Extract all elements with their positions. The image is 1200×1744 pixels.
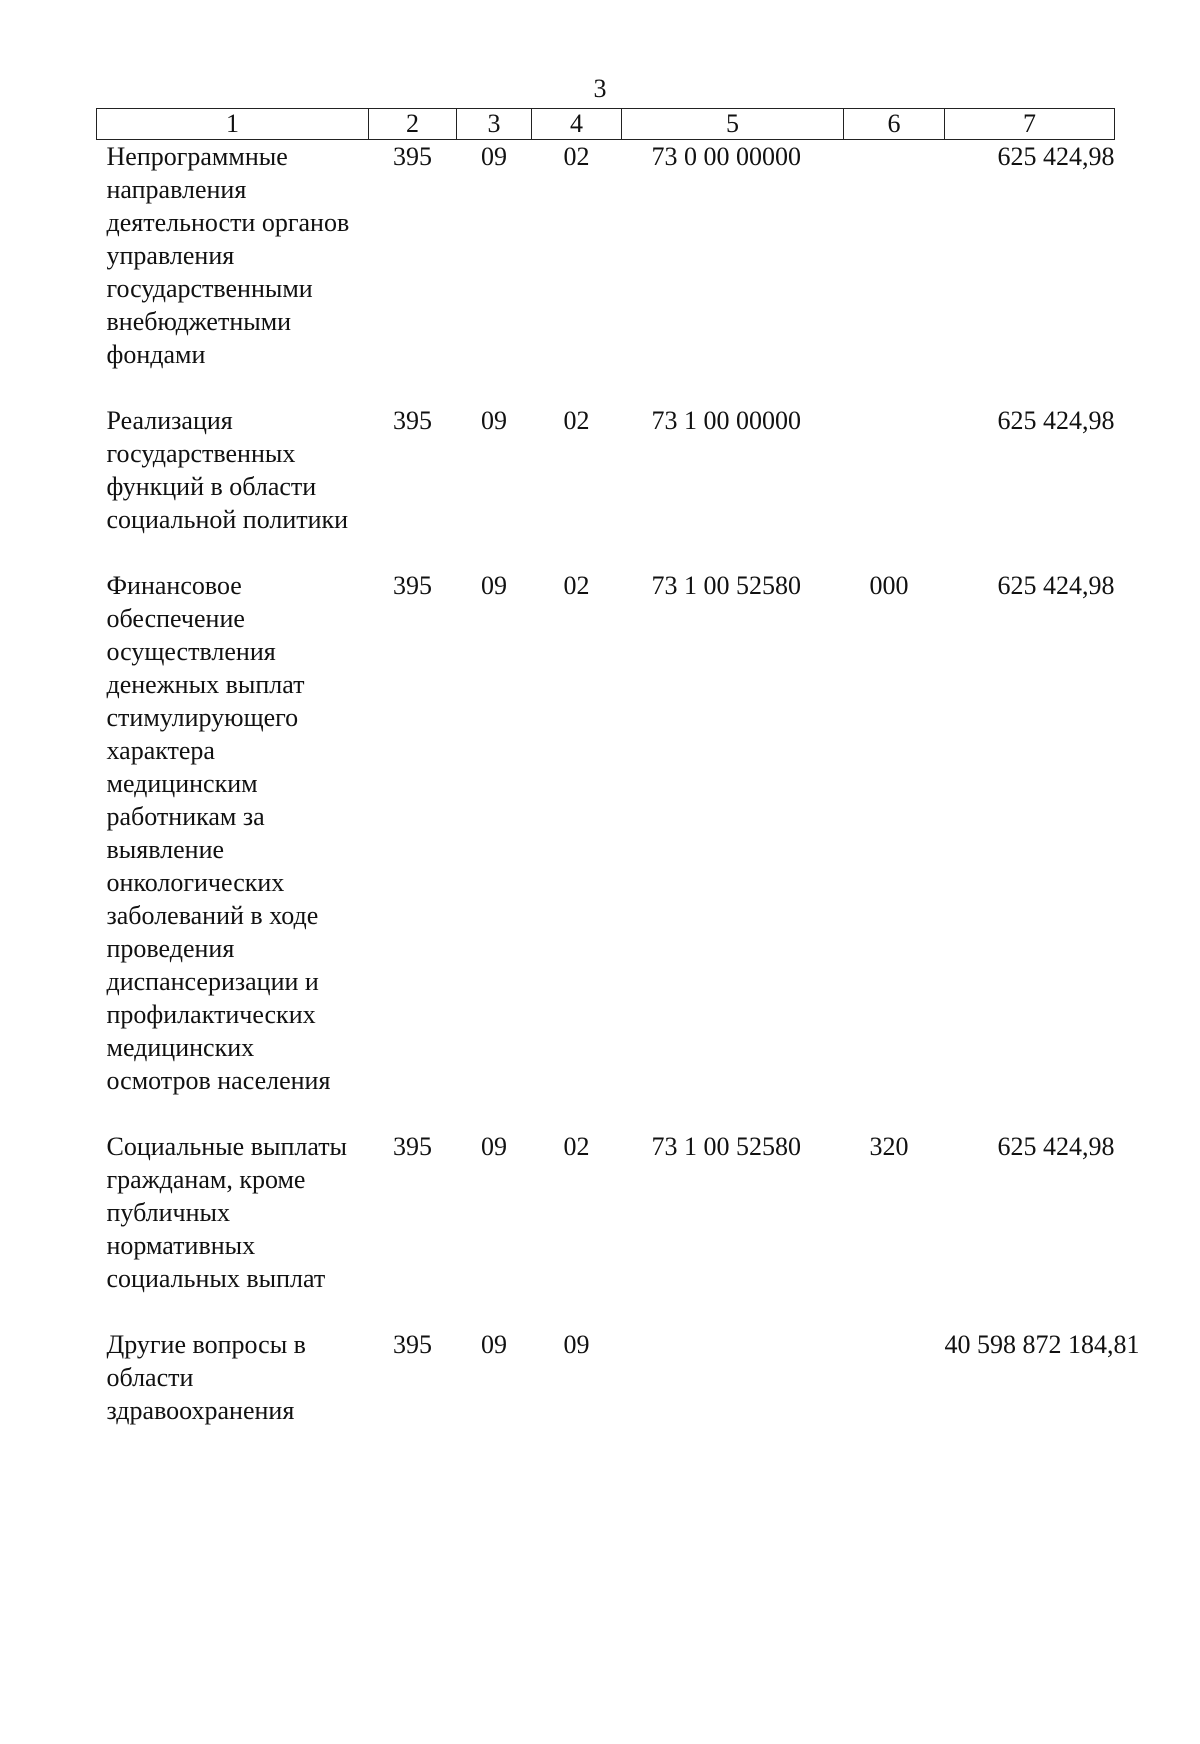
row-gr: 395: [393, 142, 432, 171]
row-pr: 02: [563, 406, 590, 435]
row-csr: 73 1 00 52580: [651, 1132, 801, 1161]
row-amount: 625 424,98: [997, 142, 1115, 171]
row-csr: 73 0 00 00000: [651, 142, 801, 171]
row-gr: 395: [393, 1330, 432, 1359]
row-amount: 625 424,98: [997, 571, 1115, 600]
column-header: 7: [945, 109, 1115, 140]
row-spacer: [97, 1295, 1115, 1328]
column-header: 6: [844, 109, 945, 140]
row-gr: 395: [393, 571, 432, 600]
table-row: [97, 569, 1115, 1097]
row-vr: [844, 1328, 945, 1427]
row-rz: 09: [481, 1132, 507, 1161]
row-name: Реализация государственных функций в области социальной политики: [106, 406, 349, 534]
row-pr: 09: [563, 1330, 590, 1359]
row-amount: 625 424,98: [997, 406, 1115, 435]
row-spacer: [97, 536, 1115, 569]
row-vr: 000: [869, 571, 909, 600]
table-row: [97, 1328, 1115, 1427]
table-body: [97, 140, 1140, 1428]
row-csr: 73 1 00 52580: [651, 571, 801, 600]
row-spacer: [97, 371, 1115, 404]
row-rz: 09: [481, 1330, 507, 1359]
row-vr: [844, 140, 945, 372]
column-header: 5: [622, 109, 844, 140]
row-pr: 02: [563, 571, 590, 600]
header-row: [97, 109, 1115, 140]
table-row: [97, 404, 1115, 536]
row-amount: 625 424,98: [997, 1132, 1115, 1161]
table-header: [97, 109, 1115, 140]
row-rz: 09: [481, 406, 507, 435]
row-rz: 09: [481, 142, 507, 171]
row-amount: 40 598 872 184,81: [944, 1330, 1140, 1359]
row-rz: 09: [481, 571, 507, 600]
column-header: 3: [457, 109, 532, 140]
table-row: [97, 140, 1115, 372]
table-row: [97, 1130, 1115, 1295]
row-pr: 02: [563, 1132, 590, 1161]
column-header: 2: [369, 109, 457, 140]
row-pr: 02: [563, 142, 590, 171]
row-gr: 395: [393, 406, 432, 435]
row-vr: [844, 404, 945, 536]
column-header: 4: [532, 109, 622, 140]
column-header: 1: [97, 109, 369, 140]
row-csr: [622, 1328, 844, 1427]
page-number: 3: [593, 74, 607, 103]
row-vr: 320: [869, 1132, 909, 1161]
budget-table: [96, 108, 1140, 1427]
row-name: Другие вопросы в области здравоохранения: [106, 1330, 306, 1425]
row-csr: 73 1 00 00000: [651, 406, 801, 435]
row-name: Финансовое обеспечение осуществления денежных выплат стимулирующего характера медицинским работникам за выявление онкологических заболеваний в ходе проведения диспансеризации и профилактических медицинских осмотров населения: [106, 571, 331, 1095]
row-spacer: [97, 1097, 1115, 1130]
row-name: Непрограммные направления деятельности органов управления государственными внебюджетными фондами: [106, 142, 350, 369]
row-name: Социальные выплаты гражданам, кроме публичных нормативных социальных выплат: [106, 1132, 348, 1293]
row-gr: 395: [393, 1132, 432, 1161]
